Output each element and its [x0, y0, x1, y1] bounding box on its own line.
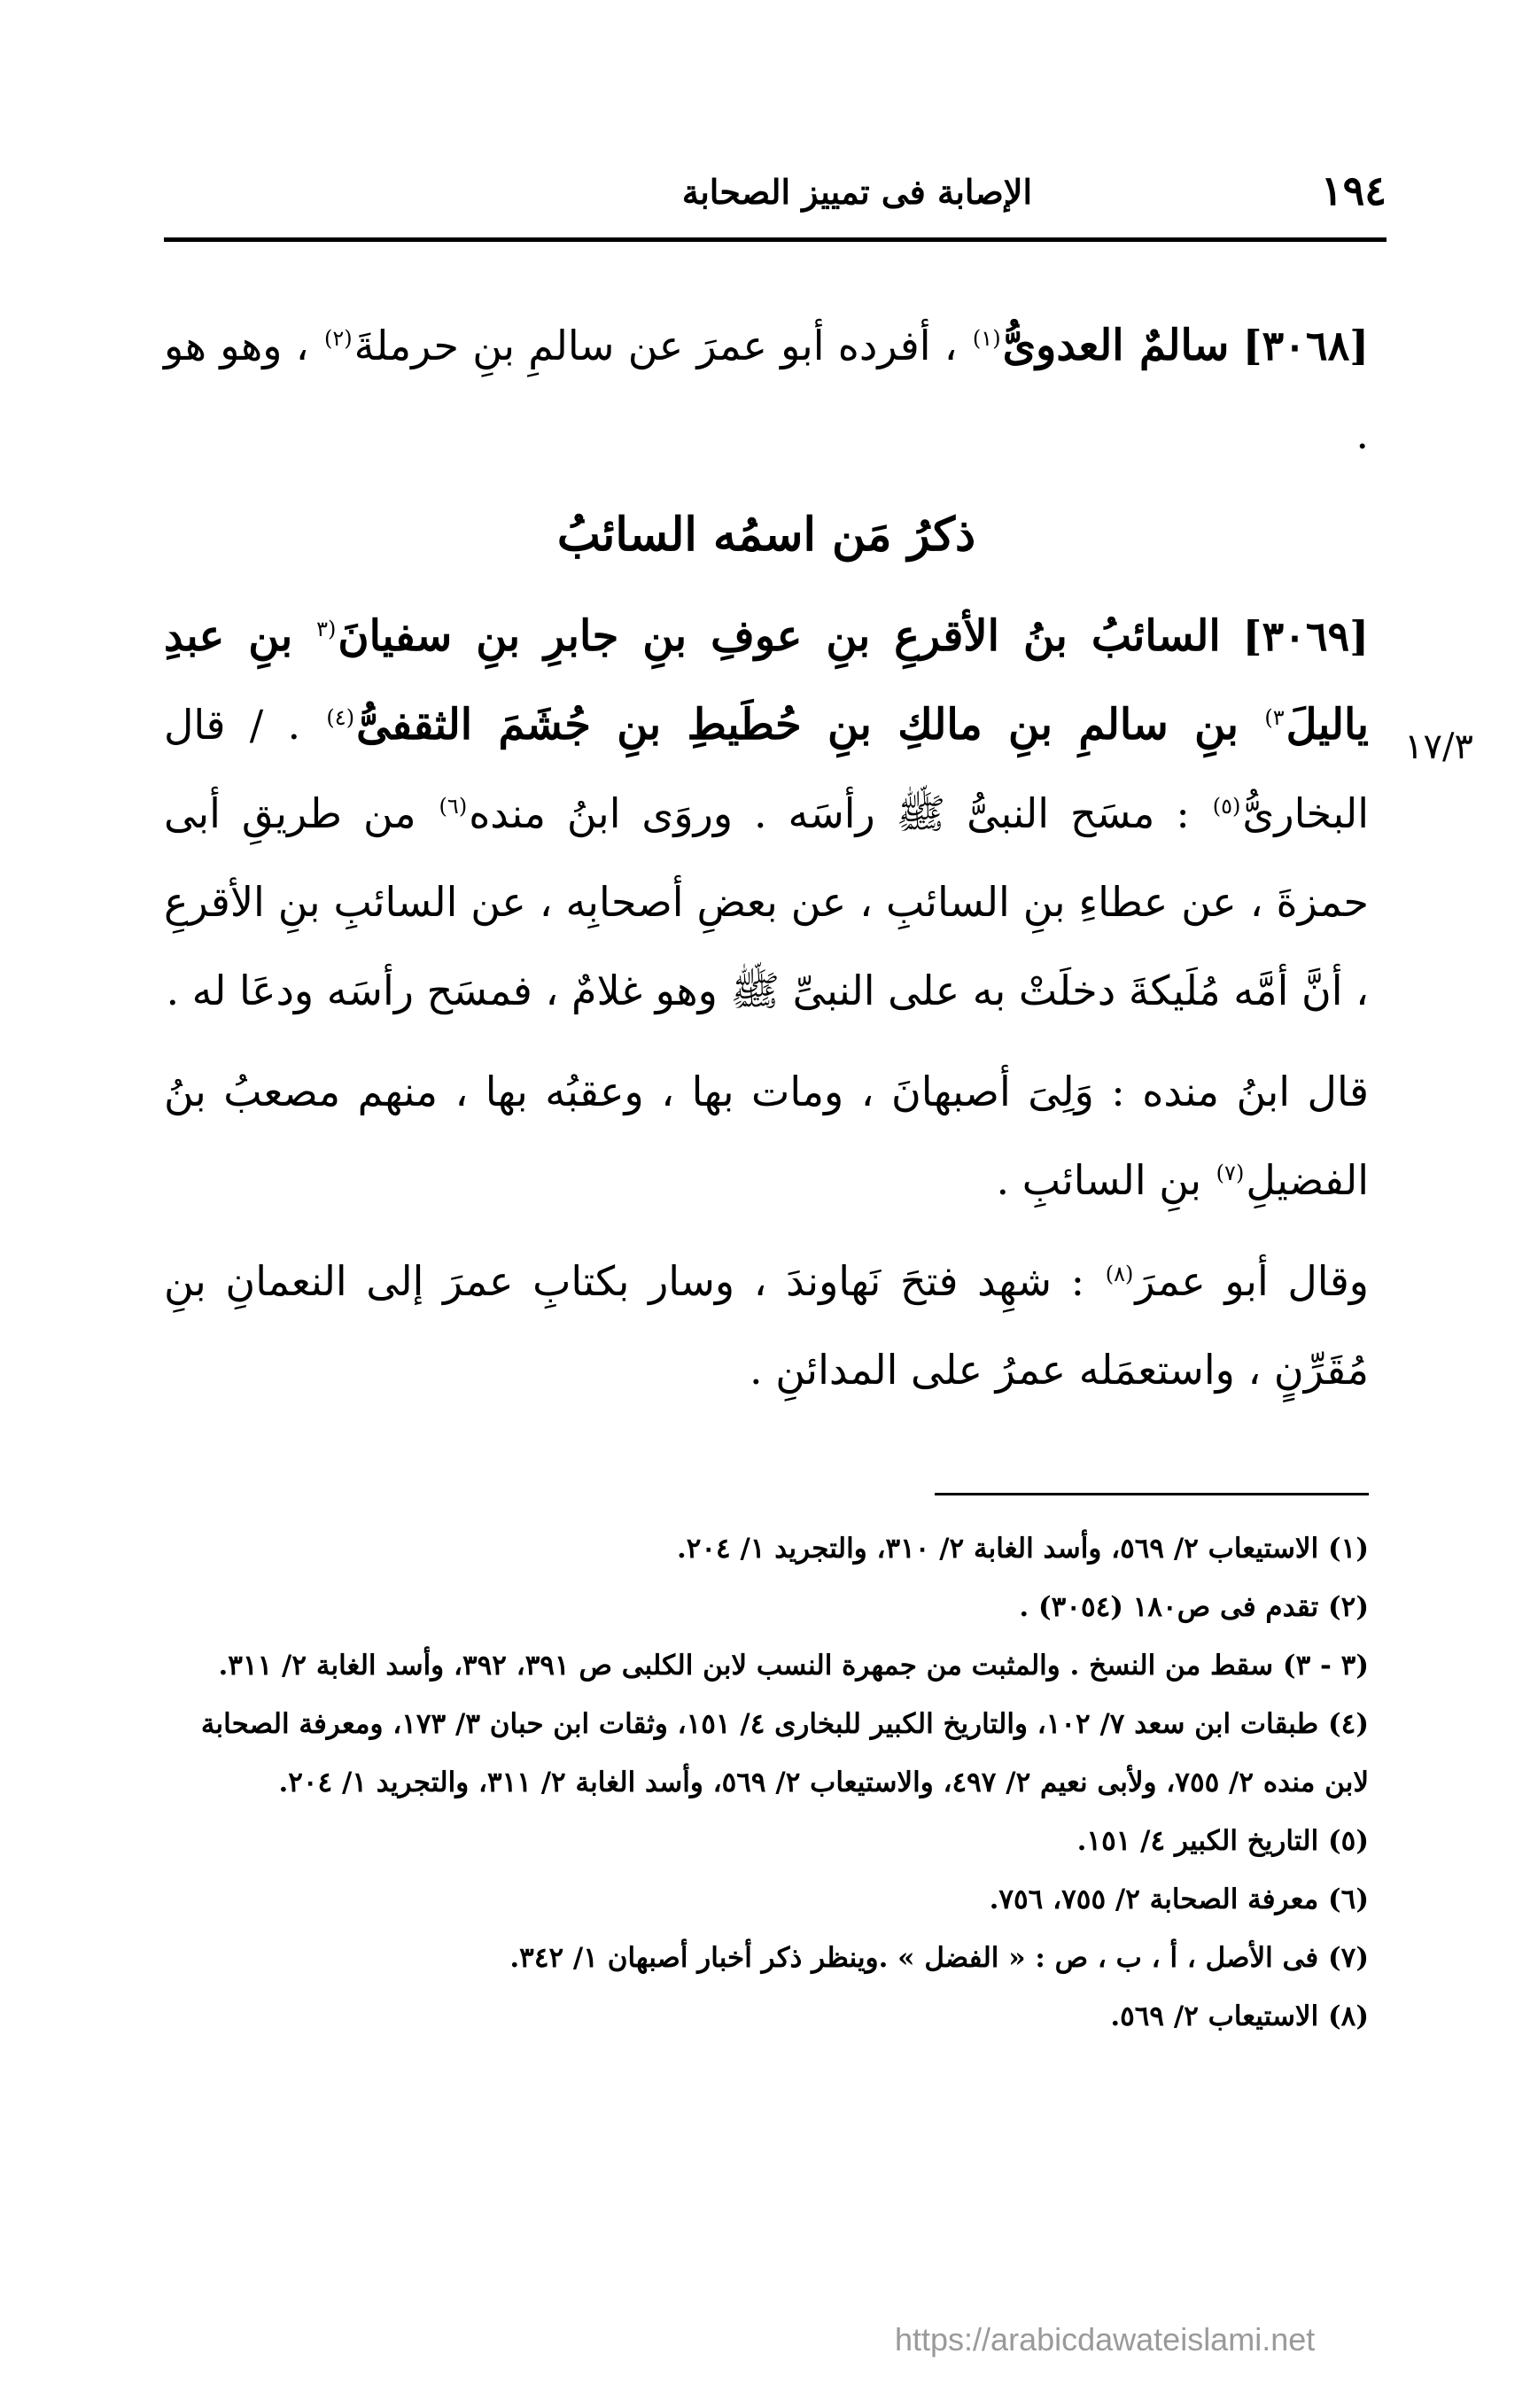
entry-3069	[164, 592, 1369, 1035]
footnote-item: (٤) طبقات ابن سعد ٧/ ١٠٢، والتاريخ الكبير للبخارى ٤/ ١٥١، وثقات ابن حبان ٣/ ١٧٣، ومعرفة الصحابة لابن منده ٢/ ٧٥٥، ولأبى نعيم ٢/ ٤٩٧، والاستيعاب ٢/ ٥٦٩، وأسد الغابة ٢/ ٣١١، والتجريد ١/ ٢٠٤.	[200, 1708, 1369, 1798]
entry-name: بنِ عبدِ ياليلَ	[164, 611, 1370, 750]
entry-text: ، وهو هو .	[164, 322, 1369, 458]
paragraph-text: قال ابنُ منده : وَلِىَ أصبهانَ ، ومات بها ، وعقبُه بها ، منهم مصعبُ بنُ الفضيلِ	[164, 1068, 1369, 1204]
footnote-ref: (٤)	[326, 704, 355, 730]
entry-3068	[164, 301, 1369, 478]
entry-name: سالمٌ العدوىُّ	[1002, 321, 1230, 370]
entry-text: : مسَح النبىُّ ﷺ رأسَه . وروَى ابنُ منده	[469, 789, 1190, 837]
entry-text: . / قال البخارىُّ	[164, 701, 1369, 837]
footnote-ref: (٦)	[439, 793, 468, 819]
paragraph-abu-umar	[164, 1237, 1369, 1414]
entry-text: ، أفرده أبو عمرَ عن سالمِ بنِ حرملةَ	[353, 322, 958, 369]
paragraph-text: وقال أبو عمرَ	[1135, 1257, 1370, 1305]
footnote-ref: (٧)	[1216, 1160, 1245, 1185]
footnote-ref: (٥)	[1212, 793, 1241, 819]
main-text	[164, 301, 1369, 1426]
footnote-item: (٧) فى الأصل ، أ ، ب ، ص : « الفضل » .وينظر ذكر أخبار أصبهان ١/ ٣٤٢.	[509, 1942, 1369, 1974]
entry-text: من طريقِ أبى حمزةَ ، عن عطاءِ بنِ السائبِ ، عن بعضِ أصحابِه ، عن السائبِ بنِ الأقرعِ ، أنَّ أمَّه مُلَيكةَ دخلَتْ به على النبىِّ ﷺ وهو غلامٌ ، فمسَح رأسَه ودعَا له .	[164, 789, 1369, 1014]
watermark-url: https://arabicdawateislami.net	[895, 2321, 1316, 2358]
footnote-rule	[935, 1493, 1369, 1495]
footnote-ref: (٢)	[323, 325, 353, 351]
section-heading: ذكرُ مَن اسمُه السائبُ	[556, 508, 976, 562]
footnote-item: (٦) معرفة الصحابة ٢/ ٧٥٥، ٧٥٦.	[989, 1884, 1369, 1915]
entry-number: [٣٠٦٩]	[1242, 612, 1370, 660]
footnote-item: (٨) الاستيعاب ٢/ ٥٦٩.	[1110, 2000, 1369, 2032]
footnote-ref: ٣)	[1264, 704, 1285, 730]
page-number: ١٩٤	[1320, 167, 1387, 214]
running-title: الإصابة فى تمييز الصحابة	[681, 172, 1032, 212]
margin-volume-page-note: ١٧/٣	[1404, 726, 1473, 767]
entry-number: [٣٠٦٨]	[1242, 322, 1370, 369]
footnotes	[151, 1519, 1369, 2046]
entry-name: السائبُ بنُ الأقرعِ بنِ عوفِ بنِ جابرِ بنِ سفيانَ	[338, 611, 1221, 661]
paragraph-text: : شهِد فتحَ نَهاوندَ ، وسار بكتابِ عمرَ إلى النعمانِ بنِ مُقَرِّنٍ ، واستعمَله عمرُ على المدائنِ .	[164, 1257, 1369, 1394]
footnote-item: (٣ - ٣) سقط من النسخ . والمثبت من جمهرة النسب لابن الكلبى ص ٣٩١، ٣٩٢، وأسد الغابة ٢/ ٣١١.	[218, 1650, 1369, 1682]
entry-name: بنِ سالمِ بنِ مالكِ بنِ حُطَيطِ بنِ جُشَمَ الثقفىُّ	[356, 700, 1239, 750]
footnote-item: (٢) تقدم فى ص١٨٠ (٣٠٥٤) .	[1019, 1591, 1369, 1623]
paragraph-text: بنِ السائبِ .	[996, 1156, 1202, 1204]
paragraph-ibn-mandah	[164, 1047, 1369, 1224]
footnote-item: (٥) التاريخ الكبير ٤/ ١٥١.	[1076, 1825, 1369, 1857]
footnote-ref: (١)	[972, 325, 1001, 351]
header-rule	[164, 237, 1387, 242]
footnote-ref: (٣	[316, 616, 337, 641]
footnote-ref: (٨)	[1105, 1261, 1134, 1286]
page-header	[164, 167, 1387, 221]
footnote-item: (١) الاستيعاب ٢/ ٥٦٩، وأسد الغابة ٢/ ٣١٠، والتجريد ١/ ٢٠٤.	[676, 1533, 1369, 1565]
